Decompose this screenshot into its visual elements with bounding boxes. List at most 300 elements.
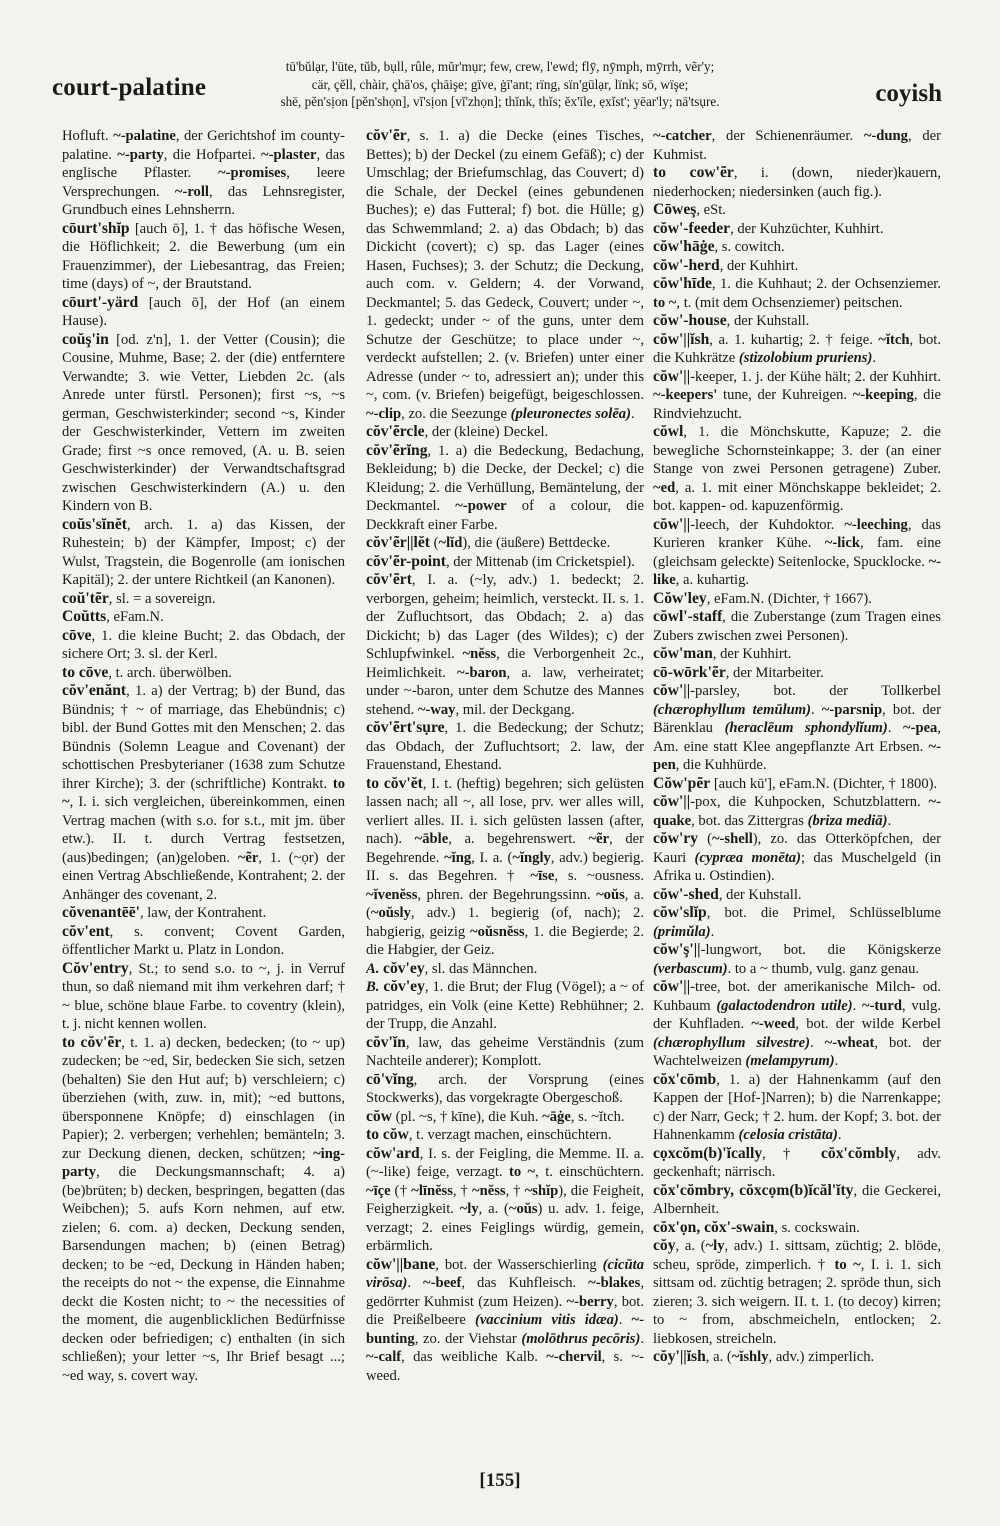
- running-head-right: coyish: [875, 80, 942, 107]
- pronunciation-key-line: tū'bŭlạr, l'ūte, tŭb, bụll, rûle, mŭr'mụr; few, crew, l'ewd; flȳ, nȳmph, mȳrrh, vẽr'y;: [285, 59, 715, 74]
- entry-text: , die Deckungsmannschaft; 4. a) (be)brüten; b) decken, bespringen, begatten (das Weibchen); 5. aufs Korn nehmen, auf etw. zielen; 6. com. a) decken, Deckung senden, Barsendungen machen; b) (einen Betrag) decken; to be ~ed, Deckung in Händen haben; the receipts do not ~ the expense, die Einnahme deckt die Kosten nicht; to ~ the necessities of the moment, die augenblicklichen Bedürfnisse decken oder befriedigen; c) enthalten (in sich schließen); your letter ~s, Ihr Brief besagt ...; ~ed way, s. covert way.: [62, 1164, 345, 1384]
- entry-text: , 1. die Bedeckung; der Schutz; das Obdach, der Zufluchtsort; 2. law, der Frauenstand, Ehestand.: [366, 720, 644, 773]
- entry-text: , der Kuhhirt.: [719, 257, 799, 274]
- subentry: ~āble: [414, 831, 449, 847]
- headword: cŏv'ẽr||lĕt: [366, 534, 431, 551]
- headword: cŏwl'-staff: [653, 608, 723, 625]
- latin-name: (melampyrum): [745, 1053, 835, 1069]
- entry-text: , 1. a) der Vertrag; b) der Bund, das Bündnis; † ~ of marriage, das Ehebündnis; c) bibl. der Bund Gottes mit den Menschen; 2. das Bündnis (Solemn League and Covenant) der schottischen Presbyterianer (1638 zum Schutze ihrer Kirche); 3. der (schriftliche) Kontrakt.: [62, 683, 345, 792]
- dictionary-entry: [366, 127, 644, 423]
- latin-name: (chærophyllum silvestre): [653, 1034, 810, 1051]
- latin-name: (molōthrus pecōris): [521, 1330, 641, 1347]
- dictionary-entry: [62, 904, 345, 923]
- subentry: ~-way: [417, 701, 456, 718]
- entry-text: .: [887, 812, 892, 829]
- dictionary-entry: [653, 590, 941, 609]
- entry-text: , eFam.N. (Dichter, † 1667).: [706, 590, 872, 607]
- dictionary-entry: [366, 1071, 644, 1108]
- subentry: ~-baron: [457, 664, 507, 681]
- dictionary-entry: [653, 220, 941, 239]
- headword: cŏv'ẽrcle: [366, 423, 425, 440]
- headword: cŏw'||: [653, 682, 691, 699]
- entry-text: (†: [390, 1182, 412, 1199]
- subentry: ~īse: [530, 868, 555, 884]
- entry-text: , die Verborgenheit 2c., Heimlichkeit.: [366, 646, 644, 681]
- subentry: to ~: [62, 775, 345, 810]
- entry-text: .: [809, 1034, 825, 1051]
- entry-text: , †: [452, 1182, 473, 1199]
- entry-text: , a. kuhartig.: [675, 572, 750, 588]
- entry-text: , a. (: [478, 1201, 509, 1217]
- subentry: ~ly: [705, 1238, 725, 1254]
- headword: cŏw'ry: [653, 830, 699, 847]
- entry-text: , s. ~ĭtch.: [570, 1108, 625, 1125]
- subentry: ~-turd: [861, 997, 903, 1014]
- entry-text: .: [618, 1312, 632, 1328]
- entry-text: -keeper, 1. j. der Kühe hält; 2. der Kuhhirt.: [690, 368, 941, 385]
- entry-text: , adv.) 1. sittsam, züchtig; 2. blöde, scheu, spröde, zimperlich. †: [653, 1238, 941, 1273]
- dictionary-entry: [653, 978, 941, 1071]
- headword: cŏw'||ĭsh: [653, 330, 710, 348]
- entry-text: , eSt.: [696, 202, 726, 218]
- headword: cŏw'||bane: [366, 1255, 436, 1273]
- dictionary-entry: [366, 1034, 644, 1071]
- entry-text: , der (kleine) Deckel.: [424, 424, 549, 440]
- dictionary-entry: [62, 590, 345, 609]
- dictionary-entry: [653, 423, 941, 516]
- headword: cŏx'ọn, cŏx'-swain: [653, 1218, 775, 1236]
- subentry: ~-catcher: [653, 128, 712, 144]
- latin-name: (cypræa monēta): [694, 849, 801, 866]
- entry-text: , s. cowitch.: [714, 239, 785, 255]
- subentry: ~-like: [653, 553, 941, 588]
- subentry: ~-leeching: [844, 516, 908, 533]
- headword: cŏv'ent: [62, 922, 110, 940]
- entry-text: [od. z'n], 1. der Vetter (Cousin); die Cousine, Muhme, Base; 2. der (die) entferntere Verwandte; 3. wie Vetter, Liebden 2c. (als Anrede unter fürstl. Personen); first ~s, ~s german, Geschwisterkinder; second ~s, Kinder der Geschwisterkinder, Vettern im zweiten Grade; first ~s once removed, (A. u. B. seien Geschwisterkinder) der Verwandtschaftsgrad zwischen Geschwisterkindern (A.) u. den Kindern von B.: [62, 331, 345, 514]
- subentry: to ~: [508, 1164, 536, 1180]
- entry-text: , †: [762, 1145, 822, 1162]
- dictionary-entry: [653, 164, 941, 201]
- headword: coŭs'sĭnĕt: [62, 515, 127, 533]
- dictionary-entry: [653, 775, 941, 794]
- entry-text: , die Geckerei, Albernheit.: [653, 1182, 941, 1217]
- entry-text: , bot. der Wachtelweizen: [653, 1034, 941, 1069]
- headword: cŏw'-herd: [653, 256, 720, 274]
- dictionary-entry: [366, 719, 644, 775]
- subentry: ~-beef: [423, 1275, 462, 1291]
- latin-name: (heraclēum sphondylĭum): [724, 720, 888, 736]
- entry-text: , das Kurieren kranker Kühe.: [653, 516, 941, 551]
- dictionary-entry: [653, 682, 941, 775]
- entry-text: , eFam.N.: [106, 609, 164, 625]
- subentry: ~ĭshly: [731, 1349, 769, 1365]
- subentry: ~-pen: [653, 738, 941, 773]
- dictionary-entry: [653, 201, 941, 220]
- entry-text: , der Schienenräumer.: [711, 128, 864, 144]
- headword: Cŏw'pẽr: [653, 774, 711, 792]
- entry-text: , vulg. der Kuhfladen.: [653, 997, 941, 1032]
- dictionary-entry: [653, 608, 941, 645]
- dictionary-entry: [366, 1108, 644, 1127]
- entry-text: , 1. die Kuhhaut; 2. der Ochsenziemer.: [711, 276, 941, 292]
- subentry: ~-promises: [218, 165, 287, 181]
- entry-text: , arch. der Vorsprung (eines Stockwerks), das vorgekragte Obergeschoß.: [366, 1071, 644, 1106]
- subentry: ~ing-party: [62, 1145, 345, 1180]
- headword: cŏy: [653, 1237, 676, 1254]
- entry-text: -lungwort, bot. die Königskerze: [700, 942, 941, 958]
- entry-text: , I. s. der Feigling, die Memme. II. a. (~-like) feige, verzagt.: [366, 1145, 644, 1180]
- subentry: ~-berry: [566, 1293, 614, 1310]
- entry-text: , bot. der Wasserschierling: [435, 1256, 603, 1273]
- entry-text: , phren. der Begehrungssinn.: [417, 886, 597, 903]
- entry-text: , der Mitarbeiter.: [725, 664, 824, 681]
- headword: cŏv'ẽrt'sụre: [366, 719, 445, 736]
- entry-text: ), die Feigheit, Feigherzigkeit.: [366, 1182, 644, 1217]
- dictionary-entry: [653, 516, 941, 590]
- headword: cŏw'ard: [366, 1144, 420, 1162]
- headword: cŏv'enănt: [62, 682, 127, 699]
- entry-text: , s. cockswain.: [774, 1219, 860, 1236]
- latin-name: (pleuronectes solēa): [510, 405, 631, 422]
- headword: cŏvenantēē': [62, 904, 140, 921]
- entry-text: , bot. der wilde Kerbel: [795, 1016, 941, 1032]
- dictionary-entry: [653, 238, 941, 257]
- entry-text: , a. (: [675, 1238, 706, 1254]
- entry-text: Hofluft.: [62, 128, 114, 144]
- subentry: to ~: [653, 294, 677, 311]
- entry-text: , adv.) begierig. II. s. das Begehren. †: [366, 849, 644, 884]
- headword: cŏw'man: [653, 645, 713, 662]
- entry-text: , bot. die Kuhkrätze: [653, 331, 941, 366]
- headword: to cŏv'ĕt: [366, 774, 423, 792]
- dictionary-entry: [366, 571, 644, 719]
- subentry: ~-roll: [174, 183, 209, 200]
- entry-text: , sl. das Männchen.: [424, 960, 538, 977]
- entry-text: (pl. ~s, † kīne), die Kuh.: [391, 1108, 543, 1125]
- entry-text: , sl. = a sovereign.: [108, 590, 216, 607]
- entry-text: , 1. die Brut; der Flug (Vögel); a ~ of patridges, ein Volk (eine Kette) Rebhühner; 2. der Trupp, die Anzahl.: [366, 979, 644, 1032]
- entry-text: , a. (: [705, 1349, 732, 1365]
- entry-text: , der Kuhhirt.: [712, 646, 792, 662]
- dictionary-entry: [653, 941, 941, 978]
- entry-text: , 1. die Begierde; 2. die Habgier, der Geiz.: [366, 923, 644, 958]
- entry-text: , der Gerichtshof im county-palatine.: [62, 128, 345, 163]
- subentry: ~ly: [459, 1201, 479, 1217]
- entry-text: , der Mittenab (im Cricketspiel).: [445, 553, 635, 570]
- latin-name: (celosia cristāta): [738, 1127, 838, 1143]
- entry-text: , law, der Kontrahent.: [139, 905, 267, 921]
- dictionary-entry: [366, 960, 644, 979]
- headword: cŏv'ẽr-point: [366, 552, 446, 570]
- entry-text: , die Rindviehzucht.: [653, 387, 941, 422]
- subentry: ~-calf: [366, 1349, 402, 1365]
- entry-text: , adv.) zimperlich.: [768, 1349, 875, 1365]
- subentry: ~īçe: [366, 1182, 391, 1199]
- pronunciation-key: [205, 58, 795, 111]
- entry-text: ; das Muschelgeld (in Afrika u. Ostindien).: [653, 849, 941, 884]
- headword: cŏw'hāġe: [653, 238, 715, 255]
- entry-text: , zo. die Seezunge: [401, 405, 511, 422]
- entry-text: (: [698, 831, 712, 847]
- headword: cōurt'-yärd: [62, 293, 139, 311]
- dictionary-entry: [366, 553, 644, 572]
- dictionary-entry: [653, 1145, 941, 1182]
- entry-text: .: [710, 923, 715, 940]
- subentry: ~-chervil: [546, 1349, 602, 1365]
- dictionary-entry: [653, 1071, 941, 1145]
- entry-text: , t. verzagt machen, einschüchtern.: [408, 1127, 612, 1143]
- dictionary-column-3: [653, 127, 941, 1469]
- dictionary-entry: [653, 1237, 941, 1348]
- entry-text: ), die (äußere) Bettdecke.: [462, 535, 611, 551]
- dictionary-entry: [62, 923, 345, 960]
- headword: cō-wōrk'ẽr: [653, 663, 726, 681]
- subentry: ~oŭsly: [370, 905, 411, 921]
- subentry: ~-clip: [366, 405, 402, 422]
- subentry: ~ẽr: [237, 849, 259, 866]
- entry-text: , I. a. (~ly, adv.) 1. bedeckt; 2. verborgen, geheim; heimlich, versteckt. II. s. 1. der Zufluchtsort, das Obdach; 2. a) das Dickicht; b) das Lager (des Wildes); c) der Schlupfwinkel.: [366, 572, 644, 662]
- subentry: ~oŭs: [596, 886, 625, 903]
- headword: coŭş'in: [62, 330, 109, 348]
- latin-name: (briza mediā): [807, 812, 888, 829]
- headword: cŏw'-shed: [653, 885, 719, 903]
- dictionary-entry: [62, 516, 345, 590]
- entry-text: , die Kuhhürde.: [675, 757, 767, 773]
- dictionary-entry: [653, 645, 941, 664]
- entry-text: ) u. adv. 1. feige, verzagt; 2. eines Feiglings würdig, gemein, erbärmlich.: [366, 1201, 644, 1254]
- entry-text: , s. 1. a) die Decke (eines Tisches, Bettes); b) der Deckel (zu einem Gefäß); c) der Umschlag; der Briefumschlag, das Couvert; d) die Schale, der Deckel (eines gebundenen Buches); e) das Futteral; f) bot. die Hülle; g) das Schwemmland; 2. a) das Obdach; b) das Dickicht (covert); c) sp. das Lager (eines Hasen, Fuchses); 3. der Schutz; die Deckung, auch com. v. Geldern; 4. der Vorwand, Deckmantel; 5. das Gedeck, Couvert; under ~, 1. gedeckt; under ~ of the guns, unter dem Schutze der Geschütze; to place under ~, verdeckt aufstellen; 2. (v. Briefen) unter einer Adresse (under ~ to, adressiert an); under this ~, com. (v. Briefen) beigefügt, beigeschlossen.: [366, 128, 644, 403]
- entry-text: , das englische Pflaster.: [62, 146, 345, 181]
- headword: cŏy'||ĭsh: [653, 1348, 706, 1365]
- dictionary-entry: [62, 627, 345, 664]
- dictionary-entry: [653, 127, 941, 164]
- dictionary-entry: [653, 1219, 941, 1238]
- dictionary-entry: [366, 442, 644, 535]
- entry-text: , I. a. (: [471, 849, 513, 866]
- pronunciation-key-line: cär, çĕll, chàir, çhā'os, çhāişe; gïve, ġī'ant; rïng, sïn'gūlạr, lïnk; sō, wïşe;: [311, 76, 689, 92]
- dictionary-entry: [366, 775, 644, 960]
- entry-text: .: [872, 350, 876, 366]
- dictionary-column-2: [366, 127, 644, 1469]
- entry-text: , 1. a) der Hahnenkamm (auf den Kappen der [Hof-]Narren); b) die Narrenkappe; c) der Narr, Geck; † 2. hum. der Kopf; 3. bot. der Hahnenkamm: [653, 1071, 941, 1143]
- headword: cŏw: [366, 1107, 392, 1125]
- dictionary-entry: [62, 220, 345, 294]
- dictionary-entry: [62, 960, 345, 1034]
- subentry: ~āġe: [542, 1108, 571, 1125]
- entry-text: , a. (: [366, 886, 644, 921]
- entry-text: , gedörrter Kuhmist (zum Heizen).: [366, 1275, 644, 1310]
- entry-text: .: [407, 1275, 423, 1291]
- entry-text: [auch ō], 1. † das höfische Wesen, die Höflichkeit; 2. die Bewerbung (um ein Frauenzimmer), der Liebesantrag, das Freien; time (days) of ~, der Brautstand.: [62, 220, 345, 292]
- entry-text: .: [640, 1330, 644, 1347]
- entry-text: , zo. der Viehstar: [414, 1330, 522, 1347]
- dictionary-entry: [366, 1126, 644, 1145]
- subentry: ~-party: [117, 146, 164, 163]
- dictionary-entry: [653, 312, 941, 331]
- headword: cŏv'ẽrt: [366, 571, 412, 588]
- entry-text: , der Kuhmist.: [653, 128, 941, 163]
- entry-text: -tree, bot. der amerikanische Milch- od. Kuhbaum: [653, 979, 941, 1014]
- dictionary-entry: [62, 664, 345, 683]
- headword: cŏw'slĭp: [653, 904, 707, 921]
- entry-text: , leere Versprechungen.: [62, 165, 345, 200]
- dictionary-entry: [653, 793, 941, 830]
- headword: Cōweş: [653, 201, 697, 218]
- entry-text: -parsley, bot. der Tollkerbel: [690, 683, 941, 699]
- entry-text: , der Kuhzüchter, Kuhhirt.: [730, 220, 884, 237]
- entry-text: [auch ō], der Hof (an einem Hause).: [62, 294, 345, 329]
- headword: to cōve: [62, 663, 109, 681]
- subentry: ~-quake: [653, 794, 941, 829]
- entry-text: .: [887, 720, 904, 736]
- entry-text: , a. begehrenswert.: [448, 831, 589, 847]
- headword: Coŭtts: [62, 608, 107, 625]
- headword: cŏx'cōmb: [653, 1070, 717, 1088]
- subentry: ~-plaster: [261, 146, 317, 163]
- headword: cọxcŏm(b)'ĭcally: [653, 1144, 763, 1162]
- entry-text: , 1. die Mönchskutte, Kapuze; 2. die bewegliche Schornsteinkappe; 3. der (an einer Stange von zwei Personen getragene) Zuber.: [653, 424, 941, 477]
- headword: cŏv'ey: [383, 959, 425, 977]
- entry-text: , 1. die kleine Bucht; 2. das Obdach, der sichere Ort; 3. sl. der Kerl.: [62, 627, 345, 662]
- entry-text: , der Begehrende.: [366, 831, 644, 866]
- entry-text: of a colour, die Deckkraft einer Farbe.: [366, 498, 644, 533]
- latin-name: (verbascum): [653, 960, 728, 977]
- headword: cŏw'ş'||: [653, 941, 701, 958]
- running-head-left: court-palatine: [52, 74, 207, 101]
- subentry: ~nĕss: [462, 646, 497, 662]
- subentry: ~-keepers': [653, 387, 718, 403]
- subentry: ~ĭtch: [878, 331, 910, 348]
- latin-name: (vaccinium vitis idæa): [474, 1312, 619, 1328]
- entry-text: , s. convent; Covent Garden, öffentlicher Markt u. Platz in London.: [62, 923, 345, 958]
- headword: coŭ'tẽr: [62, 589, 109, 607]
- latin-name: (stizolobium pruriens): [738, 350, 873, 366]
- dictionary-entry: [653, 1182, 941, 1219]
- entry-text: , bot. das Zittergras: [691, 812, 808, 829]
- headword: to cow'ẽr: [653, 164, 734, 181]
- subentry: ~lĭd: [438, 535, 463, 551]
- entry-text: , der Kuhstall.: [726, 313, 810, 329]
- entry-text: , bot. der Bärenklau: [653, 701, 941, 736]
- subentry: ~ĭngly: [512, 849, 551, 866]
- entry-text: .: [630, 405, 635, 422]
- subentry: ~-bunting: [366, 1312, 644, 1347]
- entry-text: , a. 1. kuhartig; 2. † feige.: [709, 331, 879, 348]
- headword: cŏv'ĭn: [366, 1033, 406, 1051]
- headword: cŏw'||: [653, 793, 691, 810]
- headword: cŏwl: [653, 423, 684, 440]
- subentry: ~-pea: [903, 720, 938, 736]
- dictionary-entry: [62, 331, 345, 516]
- dictionary-entry: [366, 1145, 644, 1256]
- subentry: ~ĭng: [444, 849, 472, 866]
- entry-text: , 1. a) die Bedeckung, Bedachung, Bekleidung; b) die Decke, der Deckel; c) die Kleidung; 2. die Verhüllung, Bemäntelung, der Deckmantel.: [366, 442, 644, 514]
- headword: to cŏw: [366, 1126, 409, 1143]
- entry-text: , das weibliche Kalb.: [401, 1349, 547, 1365]
- entry-text: .: [834, 1053, 839, 1069]
- entry-text: , s. ~-weed.: [366, 1349, 644, 1384]
- entry-text: -leech, der Kuhdoktor.: [690, 516, 845, 533]
- headword: to cŏv'ẽr: [62, 1033, 122, 1051]
- latin-name: (galactodendron utile): [716, 997, 853, 1014]
- dictionary-entry: [62, 127, 345, 220]
- entry-text: , die Zuberstange (zum Tragen eines Zubers zwischen zwei Personen).: [653, 609, 941, 644]
- entry-text: , †: [505, 1182, 525, 1199]
- page-number: [155]: [479, 1470, 521, 1491]
- subentry: ~-parsnip: [821, 701, 883, 718]
- dictionary-entry: [366, 423, 644, 442]
- dictionary-entry: [653, 664, 941, 683]
- subentry: ~shĭp: [524, 1182, 559, 1199]
- latin-name: (cicūta virōsa): [366, 1256, 644, 1291]
- dictionary-entry: [653, 1348, 941, 1367]
- dictionary-entry: [653, 331, 941, 368]
- dictionary-entry: [653, 275, 941, 312]
- entry-text: , t. 1. a) decken, bedecken; (to ~ up) zudecken; be ~ed, Sir, bedecken Sie sich, setzen (behalten) Sie den Hut auf; b) verschleiern; c) überziehen (with, zuw. in, mit); ~ed buttons, übersponnene Knöpfe; d) einschlagen (in Papier); 2. verbergen; verhehlen; bemänteln; 3. zur Deckung dienen, decken, schützen;: [62, 1034, 345, 1162]
- subentry: ~-dung: [863, 128, 908, 144]
- headword: cŏv'ẽr: [366, 127, 407, 144]
- headword: cŏx'cŏmbly: [821, 1144, 897, 1162]
- entry-text: , I. t. (heftig) begehren; sich gelüsten lassen nach; all ~, all lose, prv. wer alles will, verliert alles. II. i. sich gelüsten lassen (after, nach).: [366, 775, 644, 847]
- entry-text: , das Kuhfleisch.: [461, 1275, 589, 1291]
- subentry: ~ed: [653, 479, 676, 496]
- headword: cŏw'-feeder: [653, 219, 731, 237]
- subentry: ~nĕss: [472, 1182, 506, 1199]
- dictionary-entry: [653, 904, 941, 941]
- subentry: to ~: [834, 1256, 861, 1273]
- entry-text: , Am. eine statt Klee angepflanzte Art Erbsen.: [653, 720, 941, 755]
- subentry: ~-power: [455, 498, 507, 514]
- latin-name: A.: [366, 960, 380, 977]
- entry-text: , der Kuhstall.: [718, 886, 802, 903]
- entry-text: [auch kū'], eFam.N. (Dichter, † 1800).: [710, 775, 938, 792]
- dictionary-entry: [653, 886, 941, 905]
- headword: cŏv'ey: [383, 978, 425, 995]
- latin-name: (chærophyllum temūlum): [653, 701, 811, 718]
- entry-text: , i. (down, nieder)kauern, niederhocken; niedersinken (auch fig.).: [653, 165, 941, 200]
- subentry: ~-weed: [751, 1016, 796, 1032]
- dictionary-entry: [366, 978, 644, 1034]
- entry-text: ), zo. das Otterköpfchen, der Kauri: [653, 831, 941, 866]
- entry-text: (: [430, 535, 439, 551]
- entry-text: , I. i. sich vergleichen, übereinkommen, einen Vertrag machen (with s.o. for s.t., mit jm. über etw.). II. t. durch Vertrag festsetzen, (aus)bedingen; (an)geloben.: [62, 794, 345, 866]
- entry-text: .: [837, 1127, 842, 1143]
- subentry: ~-blakes: [588, 1275, 641, 1291]
- headword: cŏw'||: [653, 978, 691, 995]
- pronunciation-key-line: shē, pĕn'sịon [pĕn'shọn], vĭ'sịon [vĭ'zhọn]; thĭnk, thĭs; ĕx'īle, ẹxĭst'; yēar'ly; nā'tsụre.: [280, 94, 720, 109]
- entry-text: , bot. die Primel, Schlüsselblume: [706, 905, 941, 921]
- dictionary-entry: [62, 294, 345, 331]
- headword: cŏx'cŏmbry, cŏxcọm(b)ĭcăl'ĭty: [653, 1181, 854, 1199]
- subentry: ~oŭsnĕss: [470, 923, 525, 940]
- entry-text: .: [810, 701, 822, 718]
- headword: cōve: [62, 626, 92, 644]
- dictionary-entry: [62, 682, 345, 904]
- entry-text: , St.; to send s.o. to ~, j. in Verruf thun, so daß niemand mit ihm verkehren darf; † ~ blue, schöne blaue Farbe. to coventry (klein), t. j. nicht kennen wollen.: [62, 960, 345, 1032]
- subentry: ~oŭs: [508, 1201, 538, 1217]
- entry-text: , a. 1. mit einer Mönchskappe bekleidet; 2. bot. kappen- od. kapuzenförmig.: [653, 479, 941, 514]
- headword: cō'vĭng: [366, 1070, 414, 1088]
- dictionary-entry: [653, 257, 941, 276]
- headword: Cŏw'ley: [653, 589, 707, 607]
- headword: cōurt'shĭp: [62, 219, 130, 237]
- entry-text: .: [852, 997, 862, 1014]
- headword: Cŏv'entry: [62, 959, 129, 977]
- entry-text: , adv. geckenhaft; närrisch.: [653, 1145, 941, 1180]
- entry-text: , t. einschüchtern.: [535, 1164, 644, 1180]
- subentry: ~ẽr: [588, 831, 610, 847]
- entry-text: , t. (mit dem Ochsenziemer) peitschen.: [676, 294, 903, 311]
